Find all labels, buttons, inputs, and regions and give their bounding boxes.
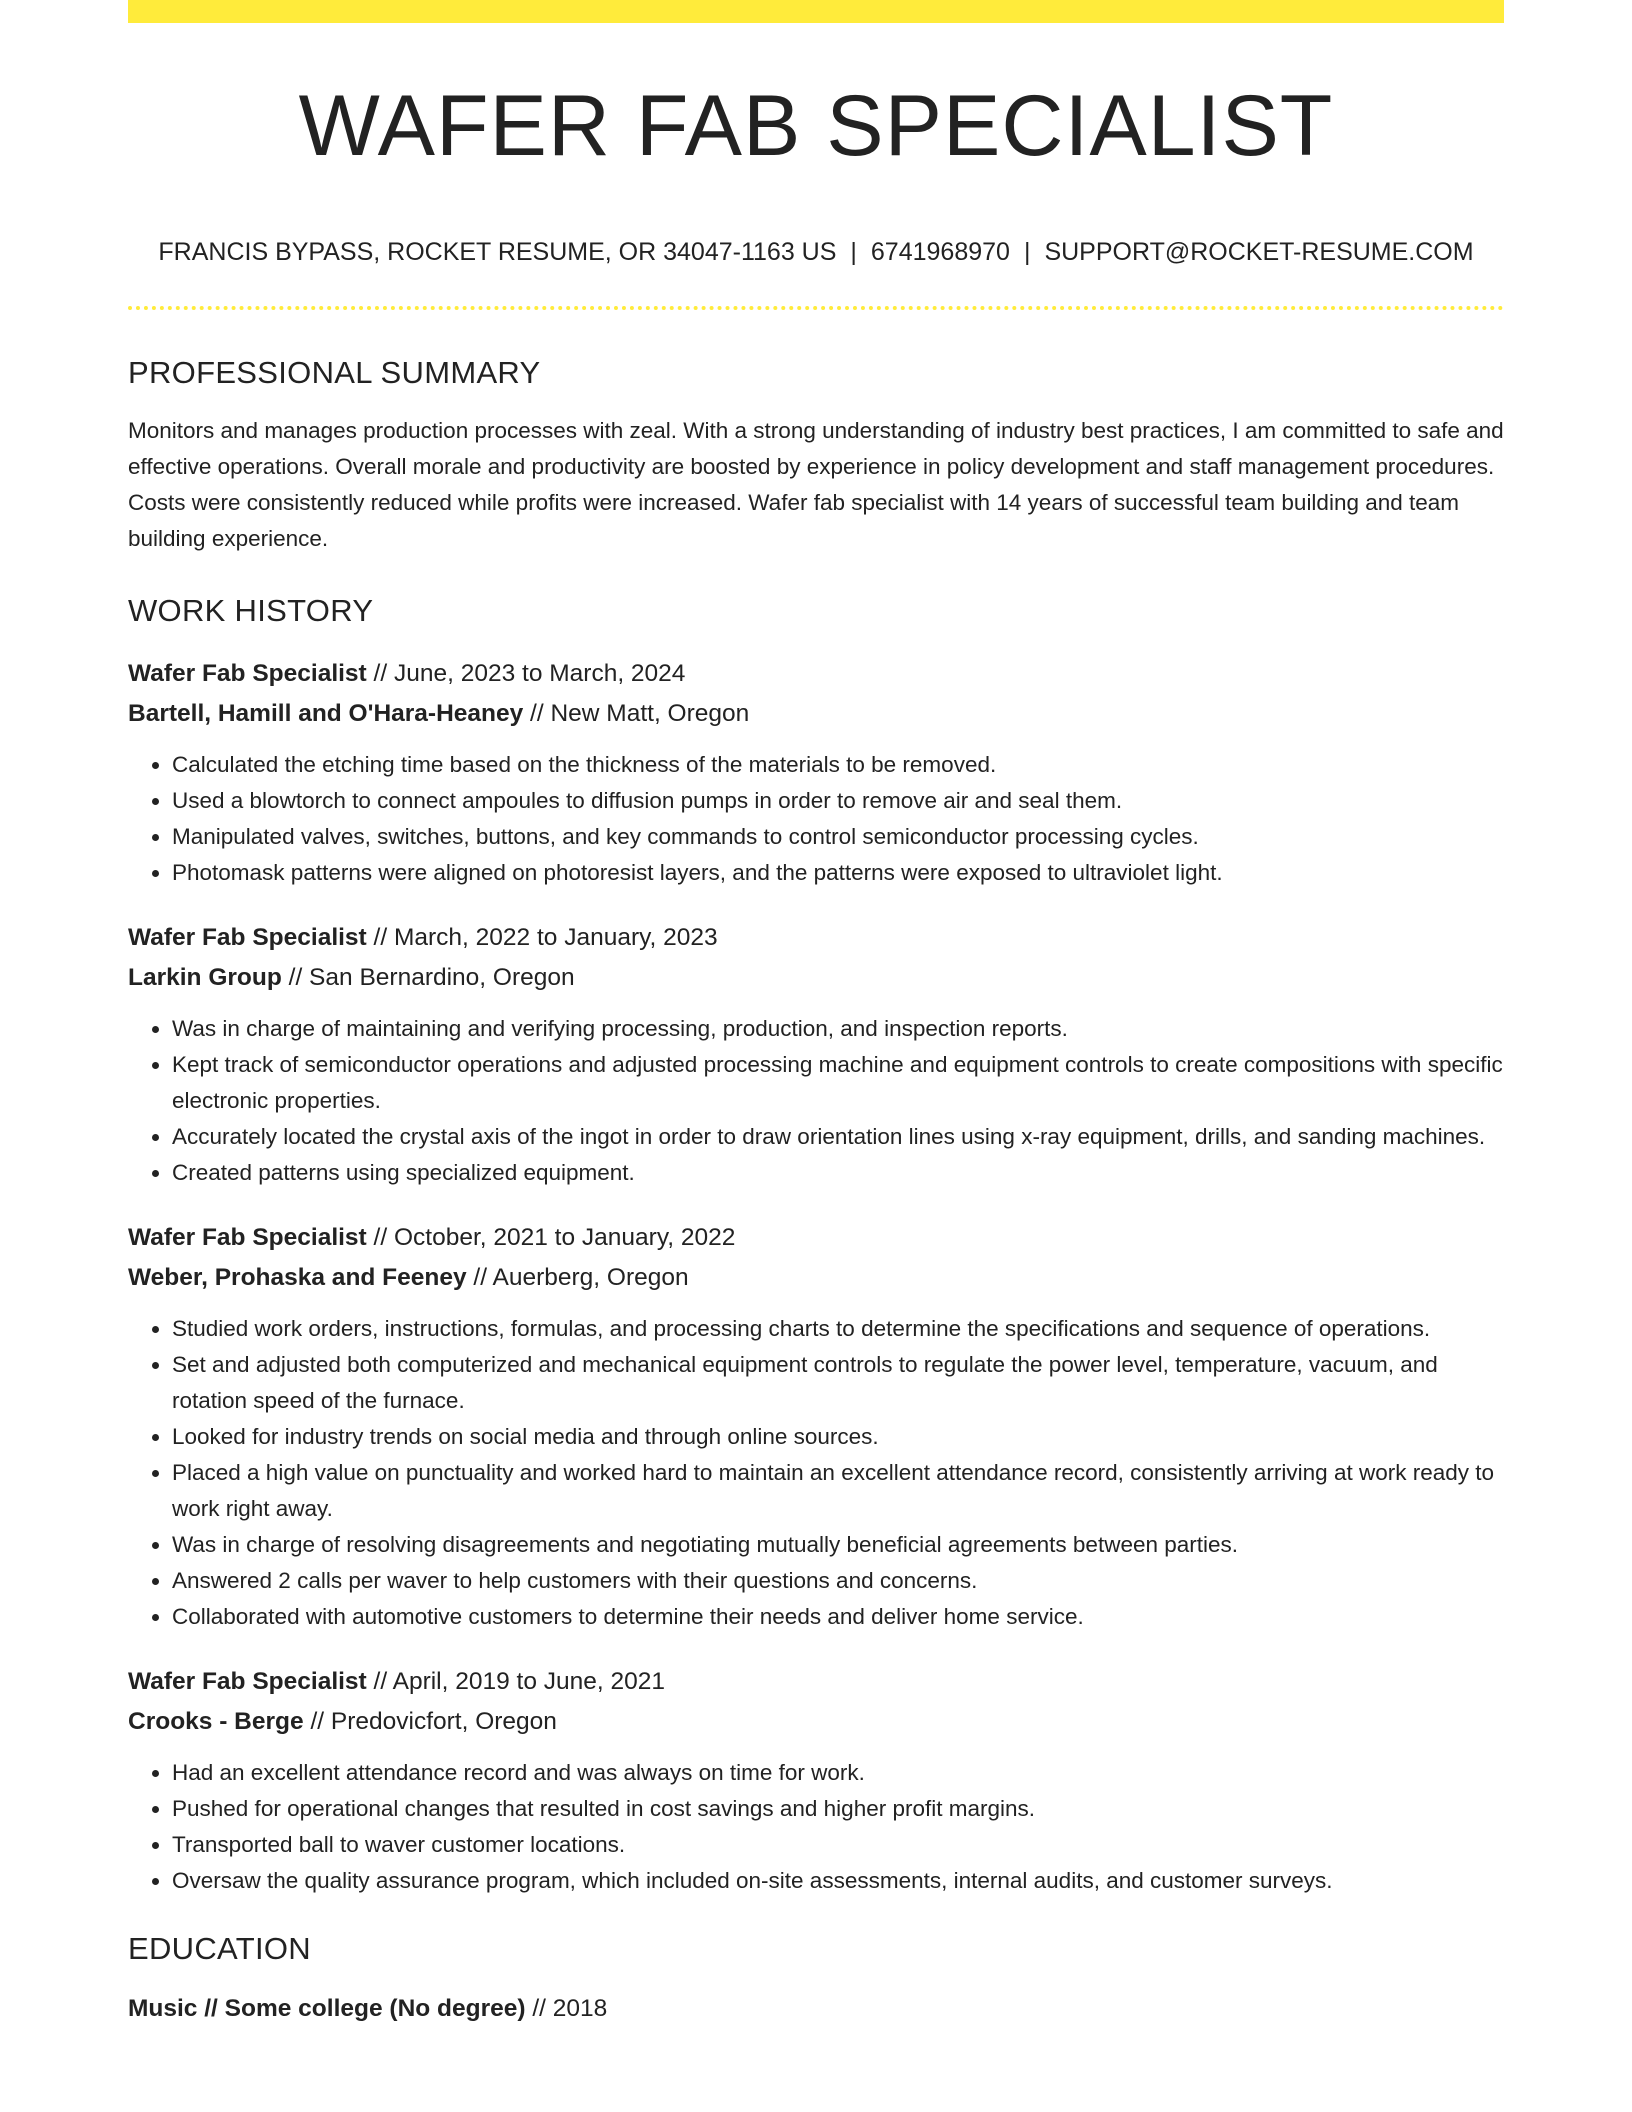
- work-history-section: [128, 595, 1504, 1899]
- contact-separator: |: [1023, 238, 1031, 266]
- header-divider: [128, 306, 1504, 310]
- job-bullet: • Created patterns using specialized equipment.: [172, 1155, 1504, 1191]
- job-bullet: • Had an excellent attendance record and was always on time for work.: [172, 1755, 1504, 1791]
- job-company: Crooks - Berge: [128, 1708, 304, 1735]
- job-bullet: • Photomask patterns were aligned on photoresist layers, and the patterns were exposed to ultraviolet light.: [172, 855, 1504, 891]
- job-title: Wafer Fab Specialist: [128, 1668, 367, 1695]
- job-company: Weber, Prohaska and Feeney: [128, 1264, 467, 1291]
- contact-phone: 6741968970: [870, 238, 1010, 266]
- resume-page: [128, 0, 1504, 2029]
- job-bullet: • Was in charge of maintaining and verifying processing, production, and inspection reports.: [172, 1011, 1504, 1047]
- job-title-line: [128, 918, 1504, 958]
- job-bullet: • Placed a high value on punctuality and worked hard to maintain an excellent attendance record, consistently arriving at work ready to work right away.: [172, 1455, 1504, 1527]
- contact-line: [128, 240, 1504, 265]
- job-company-line: [128, 1702, 1504, 1742]
- job-bullets: [128, 1011, 1504, 1191]
- job-entry: [128, 1218, 1504, 1635]
- job-bullet: • Collaborated with automotive customers to determine their needs and deliver home service.: [172, 1599, 1504, 1635]
- job-bullet: • Pushed for operational changes that resulted in cost savings and higher profit margins.: [172, 1791, 1504, 1827]
- contact-email: SUPPORT@ROCKET-RESUME.COM: [1044, 238, 1474, 266]
- education-section: [128, 1933, 1504, 2029]
- job-company: Larkin Group: [128, 964, 282, 991]
- job-dates: // April, 2019 to June, 2021: [366, 1668, 666, 1695]
- job-entry: [128, 654, 1504, 891]
- job-title-line: [128, 1662, 1504, 1702]
- job-location: // New Matt, Oregon: [523, 700, 750, 727]
- job-bullets: [128, 1755, 1504, 1899]
- summary-heading: PROFESSIONAL SUMMARY: [128, 355, 541, 390]
- job-company-line: [128, 694, 1504, 734]
- job-bullet: • Studied work orders, instructions, formulas, and processing charts to determine the specifications and sequence of operations.: [172, 1311, 1504, 1347]
- job-bullet: • Looked for industry trends on social media and through online sources.: [172, 1419, 1504, 1455]
- resume-title: WAFER FAB SPECIALIST: [298, 78, 1334, 174]
- job-bullet: • Kept track of semiconductor operations and adjusted processing machine and equipment controls to create compositions with specific electronic properties.: [172, 1047, 1504, 1119]
- job-dates: // March, 2022 to January, 2023: [366, 924, 718, 951]
- job-bullet: • Accurately located the crystal axis of the ingot in order to draw orientation lines using x-ray equipment, drills, and sanding machines.: [172, 1119, 1504, 1155]
- job-bullet: • Oversaw the quality assurance program, which included on-site assessments, internal audits, and customer surveys.: [172, 1863, 1504, 1899]
- summary-text: Monitors and manages production processes with zeal. With a strong understanding of industry best practices, I am committed to safe and effective operations. Overall morale and productivity are boosted by experience in policy development and staff management procedures. Costs were consistently reduced while profits were increased. Wafer fab specialist with 14 years of successful team building and team building experience.: [128, 418, 1504, 551]
- job-bullet: • Calculated the etching time based on the thickness of the materials to be removed.: [172, 747, 1504, 783]
- job-title: Wafer Fab Specialist: [128, 1224, 367, 1251]
- job-location: // San Bernardino, Oregon: [281, 964, 575, 991]
- education-year: // 2018: [525, 1995, 608, 2022]
- education-entry: [128, 1989, 1504, 2029]
- job-bullet: • Answered 2 calls per waver to help customers with their questions and concerns.: [172, 1563, 1504, 1599]
- job-title: Wafer Fab Specialist: [128, 924, 367, 951]
- summary-section: [128, 357, 1504, 557]
- job-company: Bartell, Hamill and O'Hara-Heaney: [128, 700, 524, 727]
- education-degree: Music // Some college (No degree): [128, 1995, 526, 2022]
- job-bullet: • Transported ball to waver customer locations.: [172, 1827, 1504, 1863]
- contact-address: FRANCIS BYPASS, ROCKET RESUME, OR 34047-1163 US: [158, 238, 837, 266]
- job-company-line: [128, 1258, 1504, 1298]
- work-history-heading: WORK HISTORY: [128, 593, 374, 628]
- job-title-line: [128, 1218, 1504, 1258]
- job-title: Wafer Fab Specialist: [128, 660, 367, 687]
- top-accent-bar: [128, 0, 1504, 23]
- job-entry: [128, 918, 1504, 1191]
- job-location: // Predovicfort, Oregon: [303, 1708, 557, 1735]
- job-bullets: [128, 1311, 1504, 1635]
- job-bullet: • Was in charge of resolving disagreements and negotiating mutually beneficial agreements between parties.: [172, 1527, 1504, 1563]
- job-dates: // June, 2023 to March, 2024: [366, 660, 686, 687]
- job-bullet: • Manipulated valves, switches, buttons, and key commands to control semiconductor processing cycles.: [172, 819, 1504, 855]
- job-entry: [128, 1662, 1504, 1899]
- job-dates: // October, 2021 to January, 2022: [366, 1224, 736, 1251]
- education-heading: EDUCATION: [128, 1931, 311, 1966]
- job-bullets: [128, 747, 1504, 891]
- contact-separator: |: [850, 238, 857, 266]
- job-company-line: [128, 958, 1504, 998]
- job-location: // Auerberg, Oregon: [466, 1264, 689, 1291]
- job-title-line: [128, 654, 1504, 694]
- job-bullet: • Used a blowtorch to connect ampoules to diffusion pumps in order to remove air and seal them.: [172, 783, 1504, 819]
- job-bullet: • Set and adjusted both computerized and mechanical equipment controls to regulate the power level, temperature, vacuum, and rotation speed of the furnace.: [172, 1347, 1504, 1419]
